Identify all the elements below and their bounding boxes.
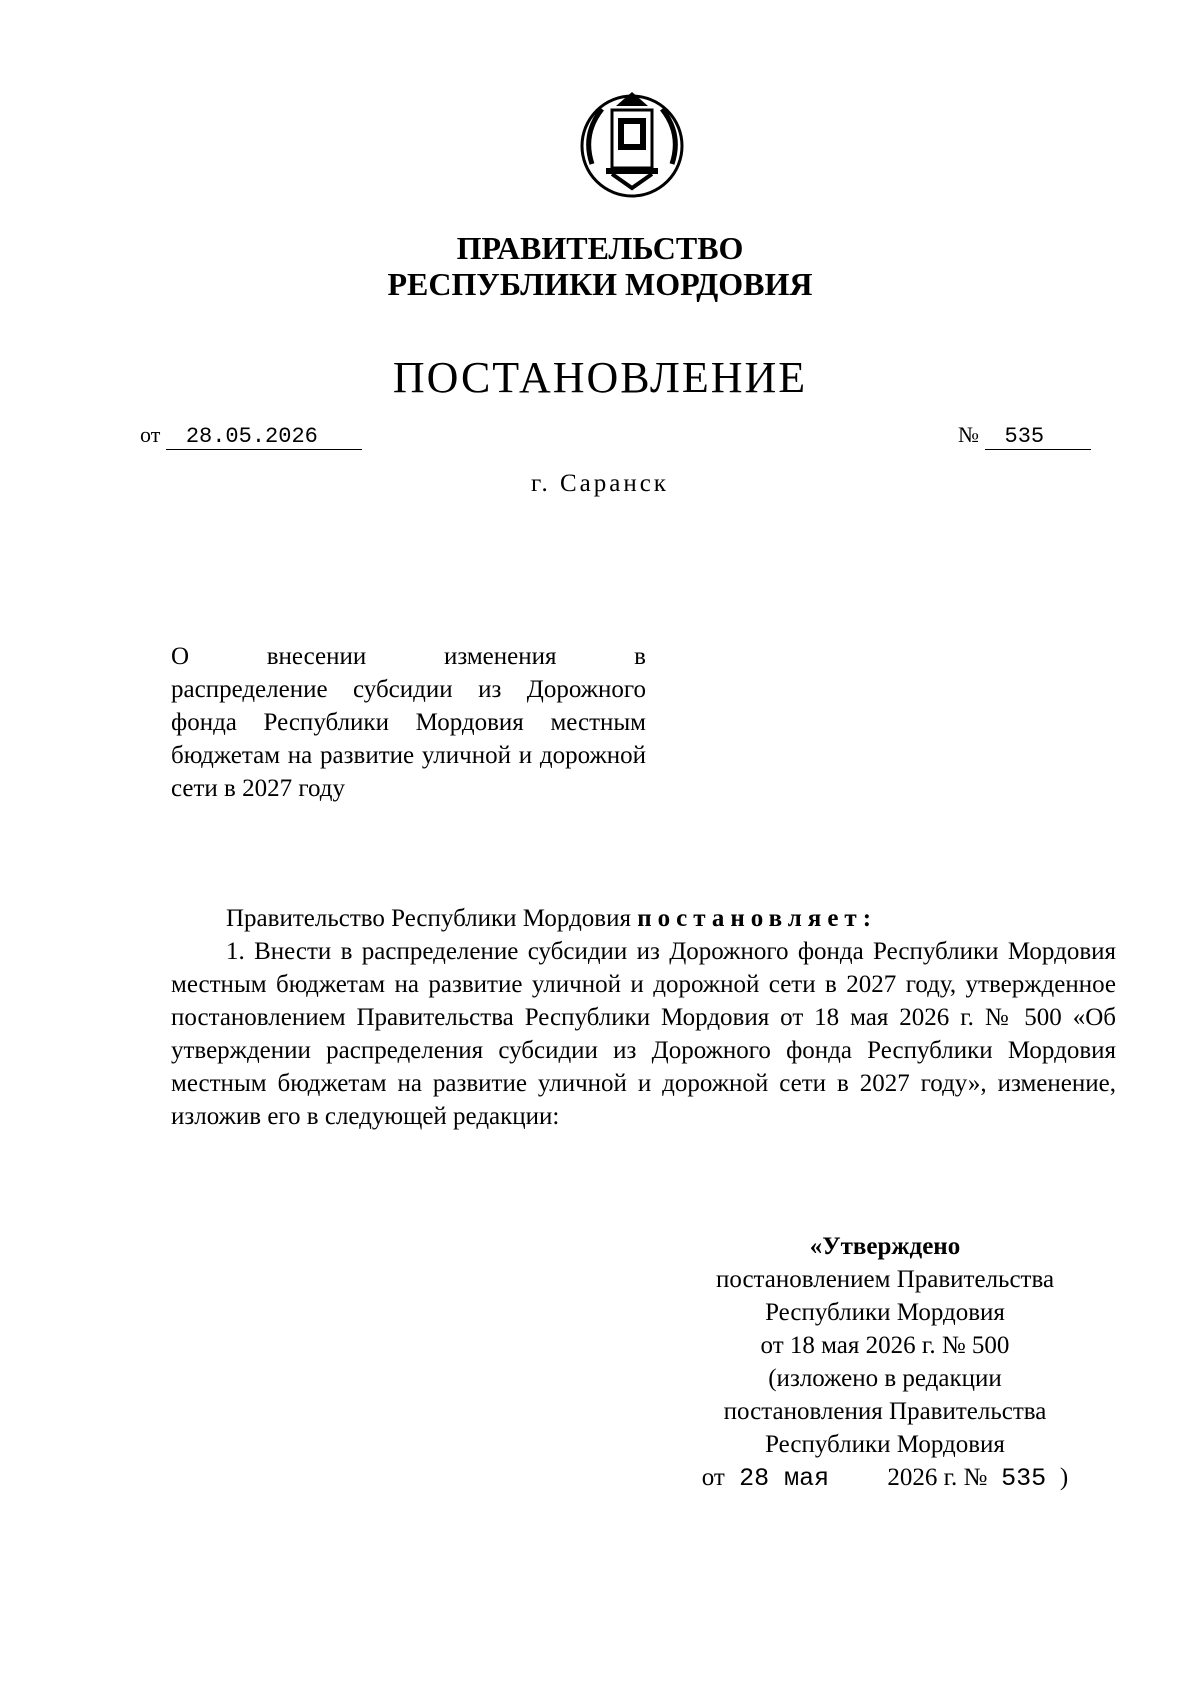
- number-value: 535: [985, 424, 1091, 450]
- number-prefix: №: [958, 422, 979, 447]
- approval-line: от 18 мая 2026 г. № 500: [760, 1332, 1010, 1359]
- approval-line: Республики Мордовия: [765, 1431, 1005, 1458]
- intro-text: Правительство Республики Мордовия: [226, 905, 631, 932]
- subject-first-line: О внесении изменения в: [171, 643, 646, 670]
- approval-line: (изложено в редакции: [768, 1365, 1002, 1392]
- city: г. Саранск: [531, 470, 669, 497]
- last-day-month: 28 мая: [739, 1464, 830, 1493]
- last-number: 535: [1001, 1464, 1047, 1493]
- last-close: ): [1059, 1464, 1069, 1491]
- approval-line: постановлением Правительства: [715, 1266, 1055, 1293]
- last-prefix: от: [701, 1464, 725, 1491]
- document-number: [958, 422, 1091, 450]
- document-body: [171, 902, 1116, 1133]
- last-year: 2026 г. №: [887, 1464, 988, 1491]
- document-date: [140, 422, 362, 450]
- document-subject: [171, 640, 646, 805]
- approval-heading: «Утверждено: [809, 1233, 961, 1260]
- intro-paragraph: [171, 902, 1116, 935]
- date-prefix: от: [140, 422, 161, 447]
- approval-block: [660, 1230, 1110, 1495]
- item-1-paragraph: 1. Внести в распределение субсидии из Дорожного фонда Республики Мордовия местным бюджетам на развитие уличной и дорожной сети в 2027 году, утвержденное постановлением Правительства Республики Мордовия от 18 мая 2026 г. № 500 «Об утверждении распределения субсидии из Дорожного фонда Республики Мордовия местным бюджетам на развитие уличной и дорожной сети в 2027 году», изменение, изложив его в следующей редакции:: [171, 938, 1116, 1130]
- approval-line: постановления Правительства: [723, 1398, 1047, 1425]
- org-name-line2: РЕСПУБЛИКИ МОРДОВИЯ: [387, 266, 813, 302]
- document-type-title: ПОСТАНОВЛЕНИЕ: [392, 353, 808, 402]
- approval-line: Республики Мордовия: [765, 1299, 1005, 1326]
- org-name-line1: ПРАВИТЕЛЬСТВО: [456, 230, 744, 266]
- date-value: 28.05.2026: [166, 424, 362, 450]
- intro-verb: постановляет:: [637, 905, 878, 932]
- approval-last-line: [660, 1461, 1110, 1495]
- coat-of-arms-emblem: [572, 84, 692, 204]
- subject-rest: распределение субсидии из Дорожного фонда Республики Мордовия местным бюджетам на развитие уличной и дорожной сети в 2027 году: [171, 676, 646, 802]
